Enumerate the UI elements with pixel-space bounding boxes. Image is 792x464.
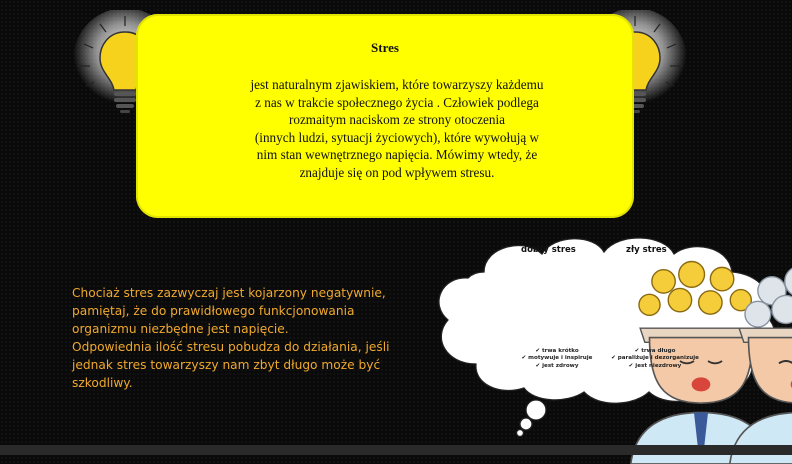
info-line: Odpowiednia ilość stresu pobudza do działania, jeśli: [72, 340, 390, 354]
info-line: Chociaż stres zazwyczaj jest kojarzony negatywnie,: [72, 286, 386, 300]
definition-line: znajduje się on pod wpływem stresu.: [299, 164, 495, 180]
thought-cloud: [424, 232, 786, 438]
info-line: organizmu niezbędne jest napięcie.: [72, 322, 289, 336]
definition-line: rozmaitym naciskom ze strony otoczenia: [288, 112, 506, 127]
info-paragraph: [72, 284, 392, 392]
good-stress-item: ✔ trwa krótko: [535, 348, 579, 354]
info-line: pamiętaj, że do prawidłowego funkcjonowania: [72, 304, 355, 318]
bad-stress-item: ✔ jest niezdrowy: [628, 362, 682, 369]
bad-stress-item: ✔ trwa długo: [634, 348, 676, 354]
bad-stress-list: [600, 348, 710, 370]
bottom-bar: [0, 445, 792, 455]
info-line: szkodliwy.: [72, 376, 133, 390]
definition-text: [222, 76, 572, 181]
definition-line: (innych ludzi, sytuacji życiowych), które wywołują w: [254, 129, 540, 145]
good-stress-item: ✔ motywuje i inspiruje: [521, 355, 593, 362]
good-stress-list: [502, 348, 612, 370]
definition-line: jest naturalnym zjawiskiem, które towarzyszy każdemu: [250, 77, 544, 92]
good-stress-item: ✔ jest zdrowy: [535, 362, 579, 369]
good-stress-label: dobry stres: [521, 245, 576, 255]
info-line: jednak stres towarzyszy nam zbyt długo może być: [72, 358, 381, 372]
bad-stress-label: zły stres: [626, 245, 667, 255]
definition-card: [136, 14, 634, 218]
definition-line: nim stan wewnętrznego napięcia. Mówimy wtedy, że: [256, 147, 538, 162]
bad-stress-item: ✔ paraliżuje i dezorganizuje: [611, 355, 699, 362]
definition-line: z nas w trakcie społecznego życia . Człowiek podlega: [255, 94, 539, 110]
card-title: Stres: [371, 40, 399, 55]
